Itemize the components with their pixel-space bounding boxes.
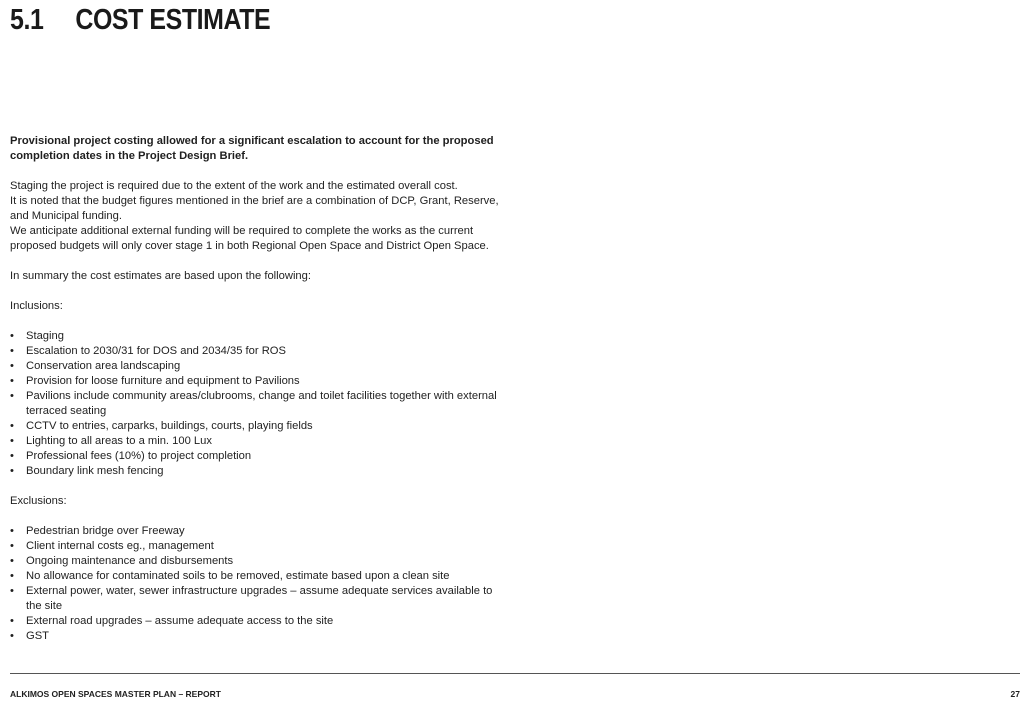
list-item-text: CCTV to entries, carparks, buildings, courts, playing fields bbox=[26, 420, 313, 432]
list-item bbox=[10, 614, 510, 629]
list-item-text: Lighting to all areas to a min. 100 Lux bbox=[26, 435, 212, 447]
footer-report-title: ALKIMOS OPEN SPACES MASTER PLAN – REPORT bbox=[10, 689, 221, 699]
spacer bbox=[10, 479, 510, 494]
list-item-text: GST bbox=[26, 630, 49, 642]
list-item bbox=[10, 389, 510, 419]
list-item-text: Ongoing maintenance and disbursements bbox=[26, 555, 234, 567]
list-item bbox=[10, 344, 510, 359]
section-number: 5.1 bbox=[10, 4, 44, 36]
bullet-icon: • bbox=[10, 435, 14, 447]
list-item-text: No allowance for contaminated soils to be removed, estimate based upon a clean site bbox=[26, 570, 450, 582]
spacer bbox=[10, 164, 510, 179]
lead-paragraph: Provisional project costing allowed for a significant escalation to account for the proposed completion dates in the Project Design Brief. bbox=[10, 135, 494, 162]
bullet-icon: • bbox=[10, 570, 14, 582]
list-item bbox=[10, 434, 510, 449]
list-item bbox=[10, 374, 510, 389]
bullet-icon: • bbox=[10, 630, 14, 642]
list-item-text: Pedestrian bridge over Freeway bbox=[26, 525, 185, 537]
bullet-icon: • bbox=[10, 540, 14, 552]
list-item bbox=[10, 464, 510, 479]
list-item bbox=[10, 584, 510, 614]
exclusions-heading: Exclusions: bbox=[10, 495, 67, 507]
paragraph-summary: In summary the cost estimates are based upon the following: bbox=[10, 270, 311, 282]
list-item-text: Conservation area landscaping bbox=[26, 360, 181, 372]
list-item-text: Pavilions include community areas/clubrooms, change and toilet facilities together with external terraced seating bbox=[26, 390, 497, 417]
paragraph-budget: It is noted that the budget figures mentioned in the brief are a combination of DCP, Grant, Reserve, and Municipal funding. bbox=[10, 195, 499, 222]
bullet-icon: • bbox=[10, 345, 14, 357]
list-item bbox=[10, 524, 510, 539]
list-item bbox=[10, 539, 510, 554]
section-title: COST ESTIMATE bbox=[75, 4, 271, 36]
list-item bbox=[10, 569, 510, 584]
paragraph-funding: We anticipate additional external funding will be required to complete the works as the current proposed budgets will only cover stage 1 in both Regional Open Space and District Open Space. bbox=[10, 225, 489, 252]
footer-divider bbox=[10, 673, 1020, 674]
bullet-icon: • bbox=[10, 525, 14, 537]
bullet-icon: • bbox=[10, 585, 14, 597]
body-text bbox=[10, 134, 510, 644]
bullet-icon: • bbox=[10, 360, 14, 372]
bullet-icon: • bbox=[10, 615, 14, 627]
list-item-text: Escalation to 2030/31 for DOS and 2034/35 for ROS bbox=[26, 345, 286, 357]
paragraph-staging: Staging the project is required due to the extent of the work and the estimated overall cost. bbox=[10, 180, 458, 192]
page-number: 27 bbox=[1010, 689, 1020, 699]
spacer bbox=[10, 314, 510, 329]
list-item bbox=[10, 554, 510, 569]
spacer bbox=[10, 509, 510, 524]
bullet-icon: • bbox=[10, 450, 14, 462]
list-item-text: Client internal costs eg., management bbox=[26, 540, 214, 552]
bullet-icon: • bbox=[10, 420, 14, 432]
list-item bbox=[10, 359, 510, 374]
list-item-text: Professional fees (10%) to project completion bbox=[26, 450, 252, 462]
list-item-text: Staging bbox=[26, 330, 64, 342]
list-item-text: Provision for loose furniture and equipment to Pavilions bbox=[26, 375, 300, 387]
spacer bbox=[10, 254, 510, 269]
list-item-text: External road upgrades – assume adequate access to the site bbox=[26, 615, 334, 627]
bullet-icon: • bbox=[10, 465, 14, 477]
list-item bbox=[10, 329, 510, 344]
list-item bbox=[10, 419, 510, 434]
list-item-text: Boundary link mesh fencing bbox=[26, 465, 164, 477]
list-item bbox=[10, 449, 510, 464]
exclusions-list bbox=[10, 524, 510, 644]
inclusions-list bbox=[10, 329, 510, 479]
bullet-icon: • bbox=[10, 375, 14, 387]
bullet-icon: • bbox=[10, 330, 14, 342]
list-item-text: External power, water, sewer infrastructure upgrades – assume adequate services available to the site bbox=[26, 585, 493, 612]
inclusions-heading: Inclusions: bbox=[10, 300, 63, 312]
list-item bbox=[10, 629, 510, 644]
bullet-icon: • bbox=[10, 390, 14, 402]
bullet-icon: • bbox=[10, 555, 14, 567]
page-title bbox=[10, 4, 270, 37]
spacer bbox=[10, 284, 510, 299]
